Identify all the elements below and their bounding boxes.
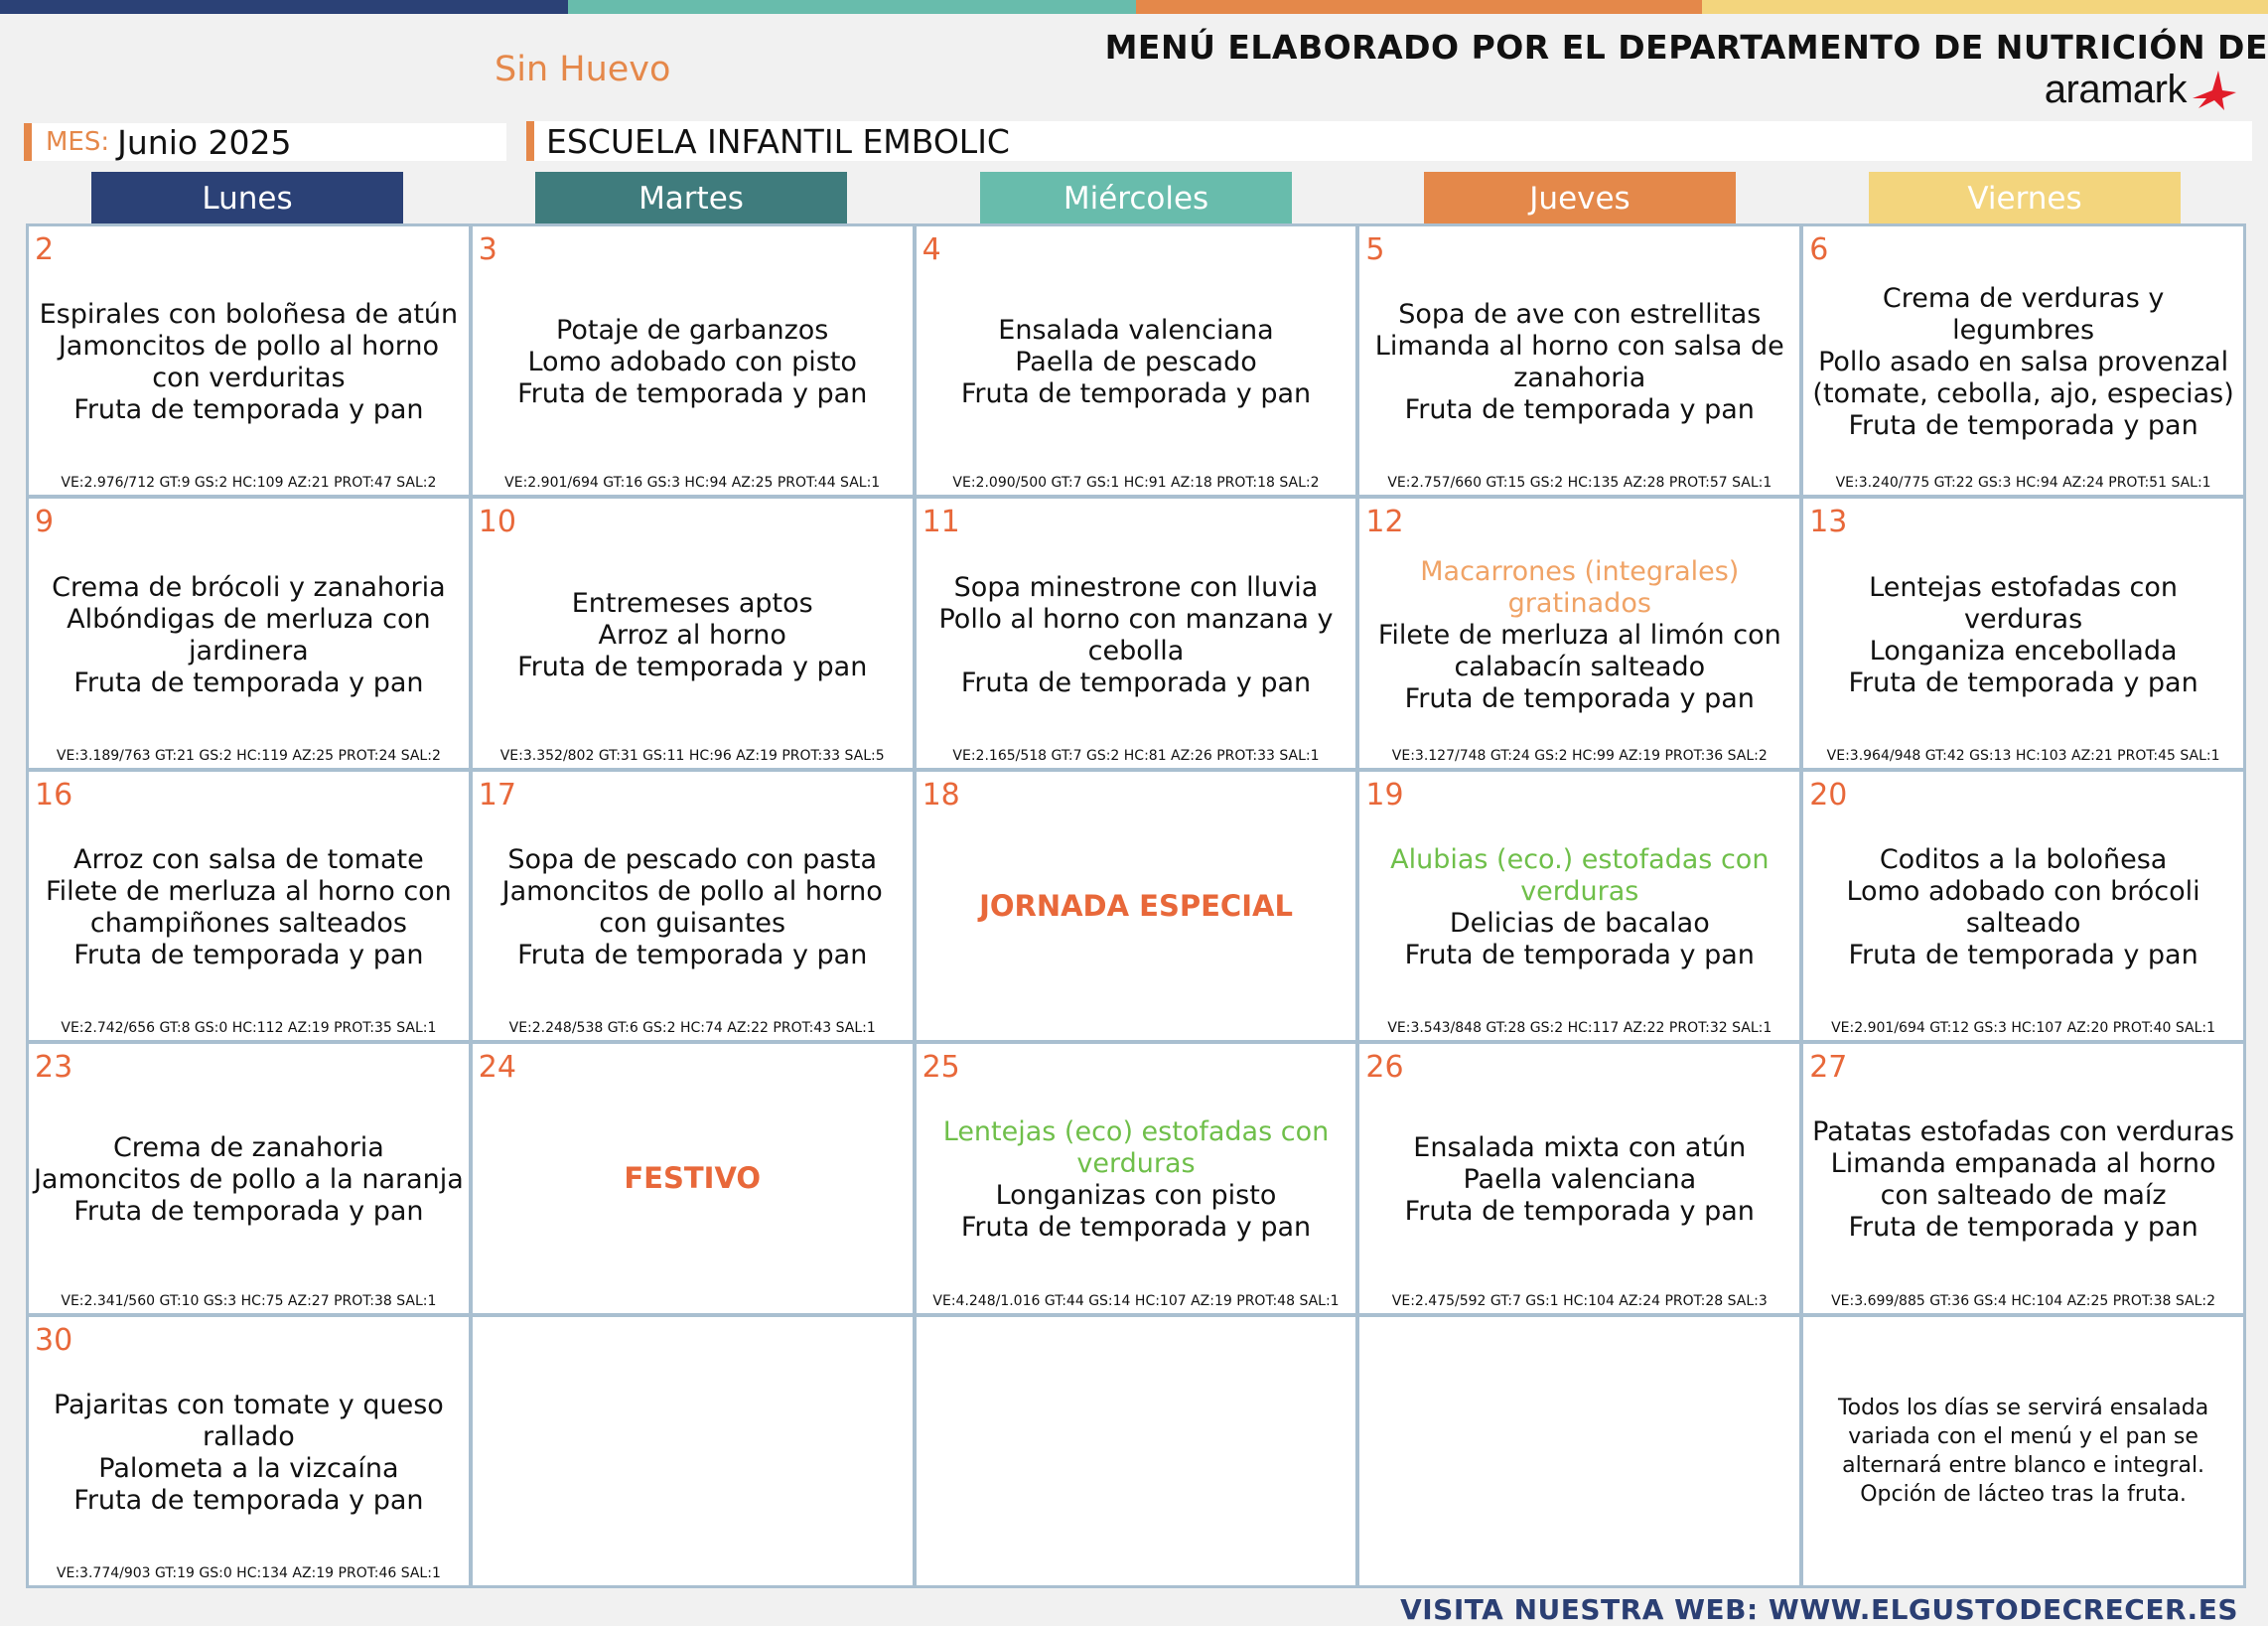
top-bar-segment-orange (1136, 0, 1702, 14)
day-cell (1359, 772, 1799, 1040)
dish-item: Fruta de temporada y pan (517, 378, 868, 410)
nutrition-info: VE:3.352/802 GT:31 GS:11 HC:96 AZ:19 PROT:33 SAL:5 (499, 747, 885, 764)
day-number: 6 (1809, 232, 1829, 267)
dish-item: Coditos a la boloñesa (1879, 843, 2168, 875)
dish-item: Paella de pescado (1015, 347, 1257, 378)
school-name: ESCUELA INFANTIL EMBOLIC (546, 121, 1010, 161)
dish-list (33, 1351, 465, 1555)
day-number: 18 (921, 777, 960, 813)
top-bar-segment-teal (568, 0, 1136, 14)
dish-item: Jamoncitos de pollo al horno con guisantes (501, 875, 883, 939)
day-number: 17 (478, 777, 516, 813)
day-number: 9 (35, 505, 55, 540)
dish-list (921, 260, 1352, 465)
day-cell (917, 1044, 1356, 1312)
dish-list (1807, 806, 2239, 1010)
nutrition-info: VE:3.699/885 GT:36 GS:4 HC:104 AZ:25 PROT:38 SAL:2 (1831, 1292, 2216, 1309)
dish-list (33, 806, 465, 1010)
dish-item: Longanizas con pisto (995, 1180, 1277, 1212)
dish-list (921, 532, 1352, 737)
month-box (24, 123, 506, 161)
nutrition-info: VE:3.774/903 GT:19 GS:0 HC:134 AZ:19 PROT:46 SAL:1 (56, 1564, 441, 1581)
dish-item: Arroz al horno (598, 619, 786, 651)
dish-item: Macarrones (integrales) gratinados (1420, 555, 1740, 619)
dish-item: Alubias (eco.) estofadas con verduras (1390, 843, 1770, 907)
dish-list (33, 532, 465, 737)
dish-item: Lentejas estofadas con verduras (1869, 571, 2178, 635)
dish-item: Espirales con boloñesa de atún (39, 299, 459, 331)
day-header-monday: Lunes (91, 172, 403, 224)
day-cell (917, 499, 1356, 767)
dish-list (477, 806, 909, 1010)
dish-list (1363, 806, 1795, 1010)
day-number: 12 (1365, 505, 1404, 540)
day-header-tuesday: Martes (535, 172, 847, 224)
day-number: 4 (921, 232, 941, 267)
dish-item: Crema de zanahoria (112, 1132, 384, 1164)
dish-item: Paella valenciana (1463, 1164, 1697, 1196)
day-cell (1359, 226, 1799, 495)
day-cell (29, 1317, 469, 1585)
dish-list (921, 1078, 1352, 1282)
nutrition-info: VE:3.964/948 GT:42 GS:13 HC:103 AZ:21 PROT:45 SAL:1 (1826, 747, 2220, 764)
dish-item: Fruta de temporada y pan (517, 651, 868, 682)
day-cell (917, 772, 1356, 1040)
dish-item: Fruta de temporada y pan (1848, 666, 2198, 698)
dish-list (33, 1078, 465, 1282)
dish-item: Arroz con salsa de tomate (73, 843, 424, 875)
nutrition-info: VE:3.543/848 GT:28 GS:2 HC:117 AZ:22 PROT:32 SAL:1 (1387, 1020, 1772, 1037)
day-number: 16 (35, 777, 73, 813)
dish-item: Lomo adobado con pisto (527, 347, 857, 378)
day-cell (1359, 499, 1799, 767)
dish-item: Potaje de garbanzos (556, 315, 829, 347)
day-number: 20 (1809, 777, 1848, 813)
day-number: 2 (35, 232, 55, 267)
dish-item: Filete de merluza al limón con calabacín salteado (1377, 619, 1781, 682)
dish-item: Fruta de temporada y pan (1404, 1196, 1755, 1228)
dish-list (1807, 532, 2239, 737)
top-color-bar (0, 0, 2268, 14)
day-cell (1803, 1317, 2243, 1585)
nutrition-info: VE:2.976/712 GT:9 GS:2 HC:109 AZ:21 PROT:47 SAL:2 (61, 475, 437, 492)
day-cell (917, 1317, 1356, 1585)
month-label: MES: (46, 127, 110, 157)
day-cell (1803, 499, 2243, 767)
dish-item: Fruta de temporada y pan (517, 939, 868, 970)
dish-item: Pollo asado en salsa provenzal (tomate, cebolla, ajo, especias) (1812, 347, 2234, 410)
dish-item: Sopa de ave con estrellitas (1398, 299, 1762, 331)
menu-calendar-grid (26, 223, 2246, 1588)
nutrition-info: VE:2.341/560 GT:10 GS:3 HC:75 AZ:27 PROT:38 SAL:1 (61, 1292, 437, 1309)
dish-item: Fruta de temporada y pan (1848, 1212, 2198, 1244)
dish-item: Fruta de temporada y pan (73, 1196, 424, 1228)
day-number: 27 (1809, 1050, 1848, 1086)
day-cell (1803, 772, 2243, 1040)
month-value: Junio 2025 (117, 122, 292, 162)
dish-item: Fruta de temporada y pan (73, 394, 424, 426)
footer-website: VISITA NUESTRA WEB: WWW.ELGUSTODECRECER.ES (1400, 1593, 2238, 1626)
dish-item: Jamoncitos de pollo al horno con verduritas (58, 331, 439, 394)
dish-item: Filete de merluza al horno con champiñones salteados (46, 875, 452, 939)
dish-item: Fruta de temporada y pan (73, 666, 424, 698)
dish-item: Crema de brócoli y zanahoria (52, 571, 446, 603)
dish-item: Jamoncitos de pollo a la naranja (33, 1164, 464, 1196)
dish-item: Palometa a la vizcaína (98, 1452, 399, 1484)
top-bar-segment-yellow (1702, 0, 2268, 14)
star-icon (2189, 69, 2238, 112)
brand-name: aramark (2044, 68, 2187, 111)
dish-list (477, 260, 909, 465)
dish-item: Patatas estofadas con verduras (1812, 1116, 2235, 1148)
dish-item: Ensalada mixta con atún (1413, 1132, 1747, 1164)
nutrition-info: VE:3.127/748 GT:24 GS:2 HC:99 AZ:19 PROT:36 SAL:2 (1391, 747, 1768, 764)
dish-item: Fruta de temporada y pan (1404, 394, 1755, 426)
school-box (526, 121, 2252, 161)
day-cell (29, 226, 469, 495)
day-header-thursday: Jueves (1424, 172, 1736, 224)
dish-item: Pajaritas con tomate y queso rallado (53, 1389, 444, 1452)
menu-note: Todos los días se servirá ensalada variada con el menú y el pan se alternará entre blanco e integral. Opción de lácteo tras la fruta. (1837, 1395, 2209, 1507)
dish-item: Lentejas (eco) estofadas con verduras (942, 1116, 1330, 1180)
day-cell (917, 226, 1356, 495)
day-number: 26 (1365, 1050, 1404, 1086)
dish-item: Sopa de pescado con pasta (507, 843, 878, 875)
nutrition-info: VE:2.165/518 GT:7 GS:2 HC:81 AZ:26 PROT:33 SAL:1 (952, 747, 1320, 764)
dish-item: Limanda al horno con salsa de zanahoria (1374, 331, 1784, 394)
nutrition-info: VE:3.189/763 GT:21 GS:2 HC:119 AZ:25 PROT:24 SAL:2 (56, 747, 441, 764)
day-cell (473, 772, 913, 1040)
top-bar-segment-navy (0, 0, 568, 14)
dish-item: Ensalada valenciana (998, 315, 1274, 347)
day-number: 3 (478, 232, 497, 267)
day-header-friday: Viernes (1869, 172, 2181, 224)
dish-item: Fruta de temporada y pan (73, 939, 424, 970)
dish-item: Fruta de temporada y pan (73, 1484, 424, 1516)
day-number: 23 (35, 1050, 73, 1086)
dish-list (1807, 260, 2239, 465)
dish-item: Longaniza encebollada (1869, 635, 2178, 666)
day-number: 5 (1365, 232, 1385, 267)
dish-list (1363, 532, 1795, 737)
day-cell (473, 1044, 913, 1312)
day-cell (473, 1317, 913, 1585)
day-cell (29, 772, 469, 1040)
dish-item: Fruta de temporada y pan (960, 1212, 1312, 1244)
day-number: 10 (478, 505, 516, 540)
dish-item: Sopa minestrone con lluvia (953, 571, 1319, 603)
dish-list (477, 532, 909, 737)
dish-item: Fruta de temporada y pan (960, 666, 1312, 698)
nutrition-info: VE:2.248/538 GT:6 GS:2 HC:74 AZ:22 PROT:43 SAL:1 (508, 1020, 876, 1037)
special-day-label: FESTIVO (624, 1161, 762, 1196)
day-number: 24 (478, 1050, 516, 1086)
day-cell (1359, 1044, 1799, 1312)
day-cell (473, 499, 913, 767)
day-number: 13 (1809, 505, 1848, 540)
aramark-logo (2045, 68, 2238, 112)
day-cell (1359, 1317, 1799, 1585)
nutrition-info: VE:4.248/1.016 GT:44 GS:14 HC:107 AZ:19 PROT:48 SAL:1 (932, 1292, 1340, 1309)
dish-item: Crema de verduras y legumbres (1882, 283, 2165, 347)
dish-item: Fruta de temporada y pan (960, 378, 1312, 410)
dish-list (1807, 1078, 2239, 1282)
day-header-wednesday: Miércoles (980, 172, 1292, 224)
day-cell (29, 499, 469, 767)
nutrition-info: VE:3.240/775 GT:22 GS:3 HC:94 AZ:24 PROT:51 SAL:1 (1835, 475, 2211, 492)
nutrition-info: VE:2.757/660 GT:15 GS:2 HC:135 AZ:28 PROT:57 SAL:1 (1387, 475, 1772, 492)
day-number: 19 (1365, 777, 1404, 813)
dish-item: Fruta de temporada y pan (1404, 682, 1755, 714)
dish-item: Entremeses aptos (571, 587, 813, 619)
page-title: MENÚ ELABORADO POR EL DEPARTAMENTO DE NUTRICIÓN DE (1104, 28, 2268, 67)
dish-item: Albóndigas de merluza con jardinera (67, 603, 431, 666)
dish-list (33, 260, 465, 465)
dish-item: Fruta de temporada y pan (1848, 939, 2198, 970)
dish-item: Fruta de temporada y pan (1404, 939, 1755, 970)
dish-item: Limanda empanada al horno con salteado de maíz (1830, 1148, 2216, 1212)
day-number: 30 (35, 1322, 73, 1358)
dish-item: Lomo adobado con brócoli salteado (1846, 875, 2200, 939)
dish-item: Delicias de bacalao (1449, 907, 1710, 939)
nutrition-info: VE:2.901/694 GT:16 GS:3 HC:94 AZ:25 PROT:44 SAL:1 (504, 475, 881, 492)
nutrition-info: VE:2.901/694 GT:12 GS:3 HC:107 AZ:20 PROT:40 SAL:1 (1831, 1020, 2216, 1037)
dish-item: Fruta de temporada y pan (1848, 410, 2198, 442)
day-cell (1803, 1044, 2243, 1312)
day-cell (29, 1044, 469, 1312)
day-number: 25 (921, 1050, 960, 1086)
dish-list (1363, 1078, 1795, 1282)
dish-list (1363, 260, 1795, 465)
nutrition-info: VE:2.090/500 GT:7 GS:1 HC:91 AZ:18 PROT:18 SAL:2 (952, 475, 1320, 492)
diet-label: Sin Huevo (495, 50, 671, 89)
nutrition-info: VE:2.742/656 GT:8 GS:0 HC:112 AZ:19 PROT:35 SAL:1 (61, 1020, 437, 1037)
day-number: 11 (921, 505, 960, 540)
nutrition-info: VE:2.475/592 GT:7 GS:1 HC:104 AZ:24 PROT:28 SAL:3 (1391, 1292, 1768, 1309)
special-day-label: JORNADA ESPECIAL (979, 888, 1293, 923)
day-cell (1803, 226, 2243, 495)
dish-item: Pollo al horno con manzana y cebolla (938, 603, 1334, 666)
day-cell (473, 226, 913, 495)
